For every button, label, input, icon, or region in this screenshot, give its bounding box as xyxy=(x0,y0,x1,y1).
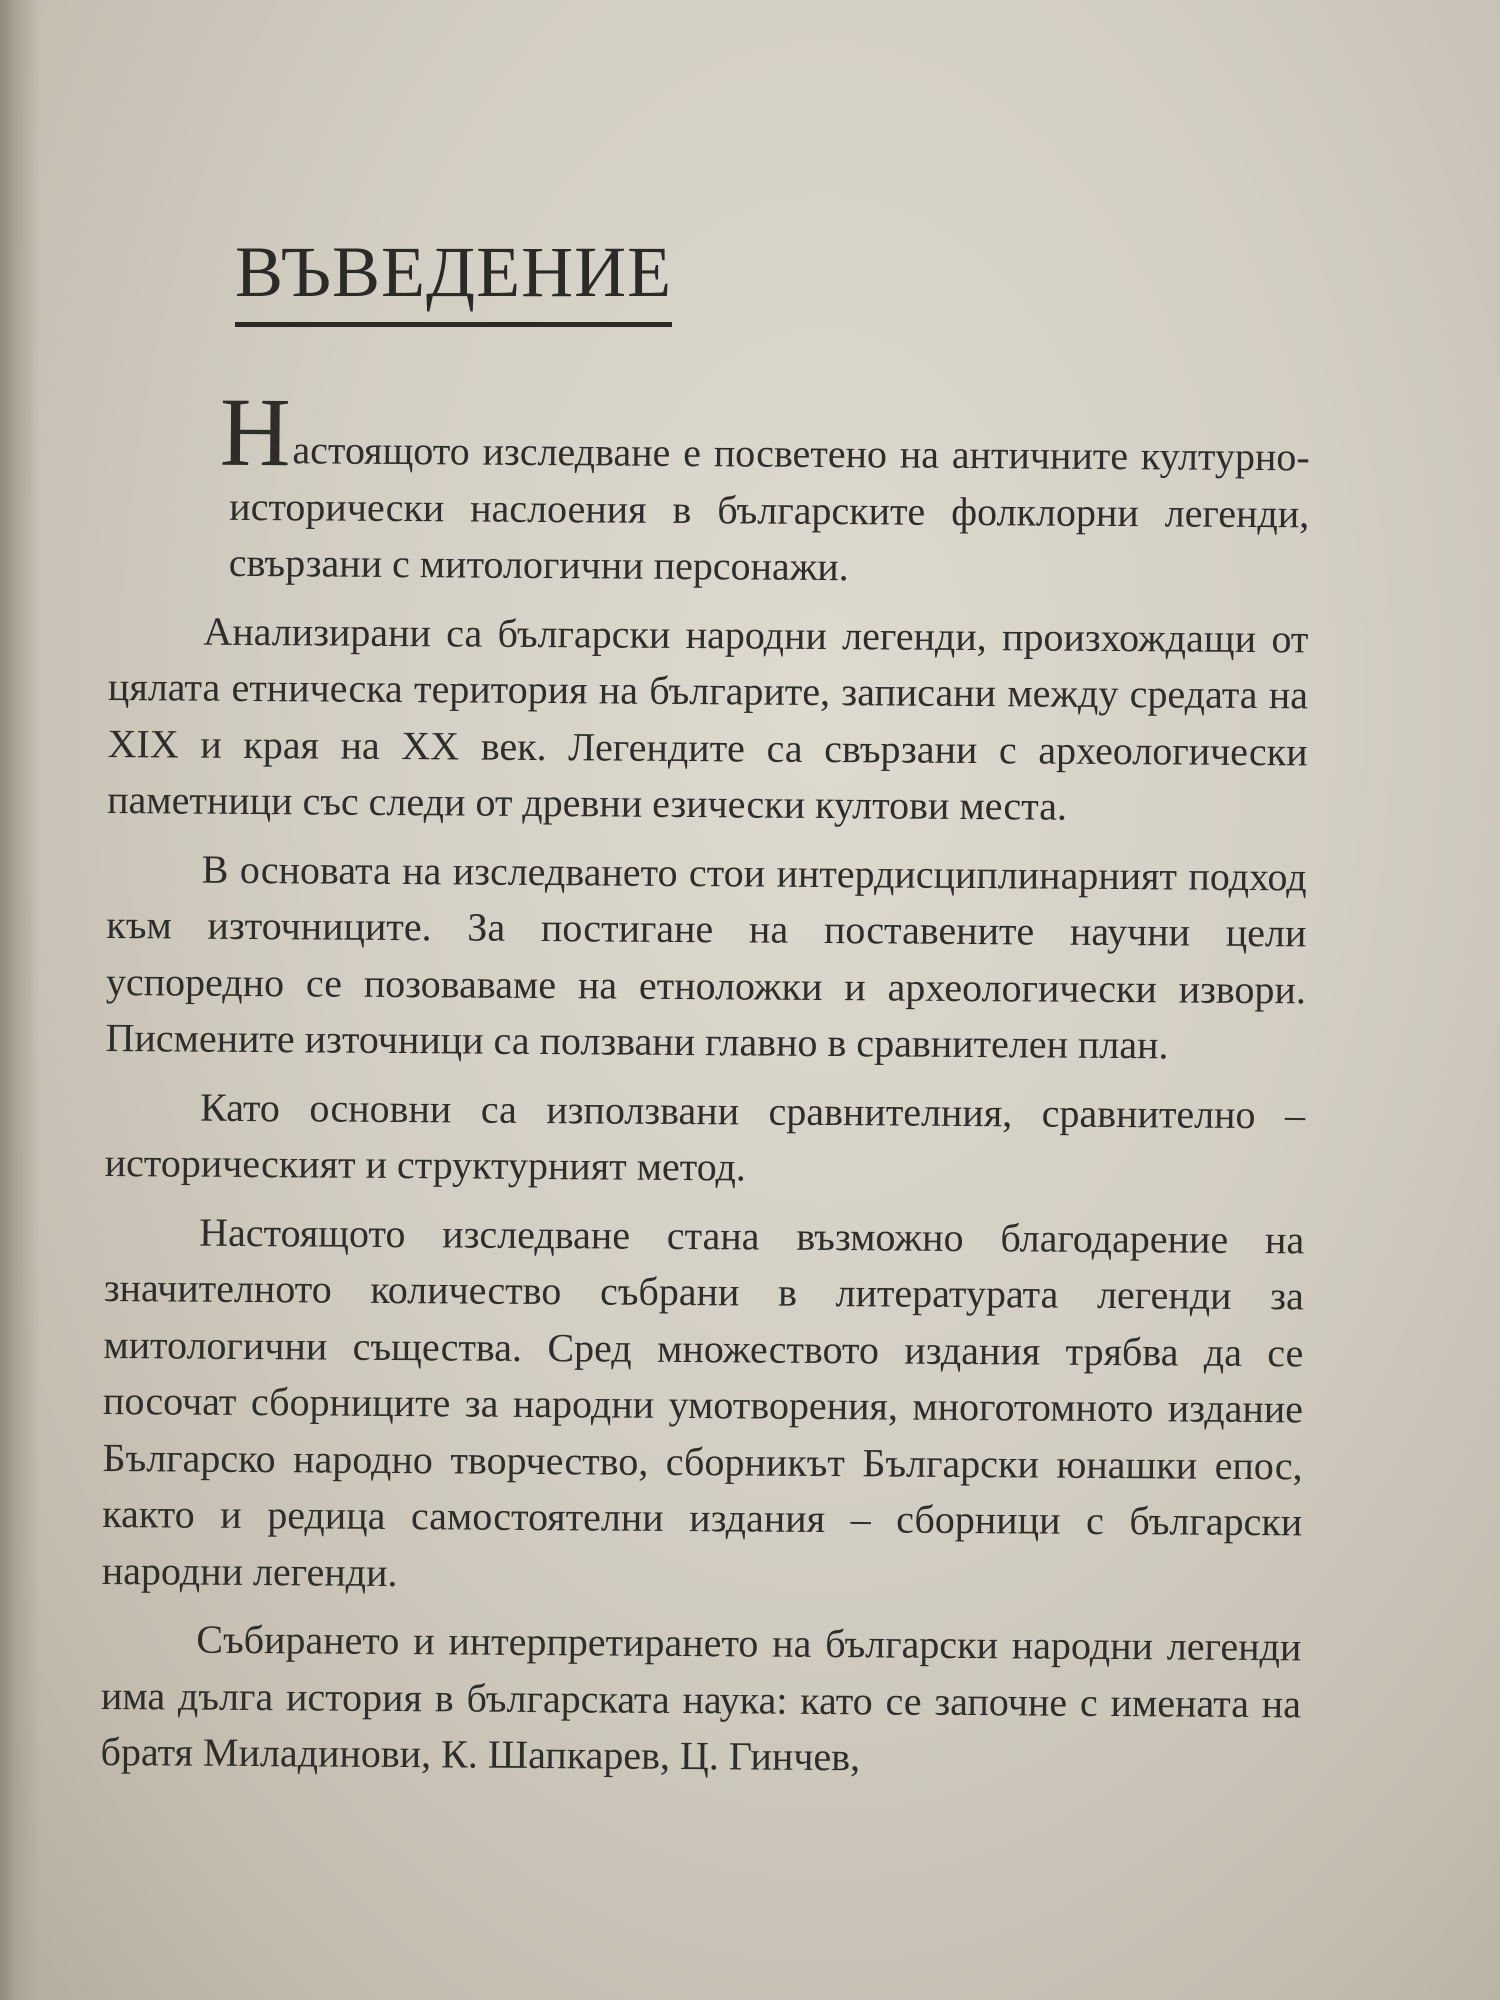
paragraph-2: Анализирани са български народни легенди, произхождащи от цялата етническа територия на българите, записани между средата на XIX и края на XX век. Легендите са свързани с археологически паметници със следи от древни езически култови места. xyxy=(107,608,1309,829)
paragraph-4: Като основни са използвани сравнителния, сравнително – историческият и структурният метод. xyxy=(104,1084,1306,1190)
paragraph-1 xyxy=(109,378,1310,599)
paragraph-6: Събирането и интерпретирането на български народни легенди има дълга история в българската наука: като се започне с имената на братя Миладинови, К. Шапкарев, Ц. Гинчев, xyxy=(100,1616,1302,1780)
paragraph-3: В основата на изследването стои интердисциплинарният подход към източниците. За постигане на поставените научни цели успоредно се позоваваме на етноложки и археологически извори. Писмените източници са ползвани главно в сравнителен план. xyxy=(105,846,1307,1068)
book-spine-shadow xyxy=(0,0,40,2000)
chapter-heading: ВЪВЕДЕНИЕ xyxy=(235,232,672,327)
drop-cap: Н xyxy=(219,378,291,488)
paragraph-1-text: астоящото изследване е посветено на античните културно-исторически наслоения в българските фолклорни легенди, свързани с митологични персонажи. xyxy=(228,427,1310,590)
body-text xyxy=(100,378,1310,1801)
paragraph-5: Настоящото изследване стана възможно благодарение на значителното количество събрани в литературата легенди за митологични същества. Сред множеството издания трябва да се посочат сборниците за народни умотворения, многотомното издание Българско народно творчество, сборникът Български юнашки епос, както и редица самостоятелни издания – сборници с български народни легенди. xyxy=(101,1209,1305,1595)
